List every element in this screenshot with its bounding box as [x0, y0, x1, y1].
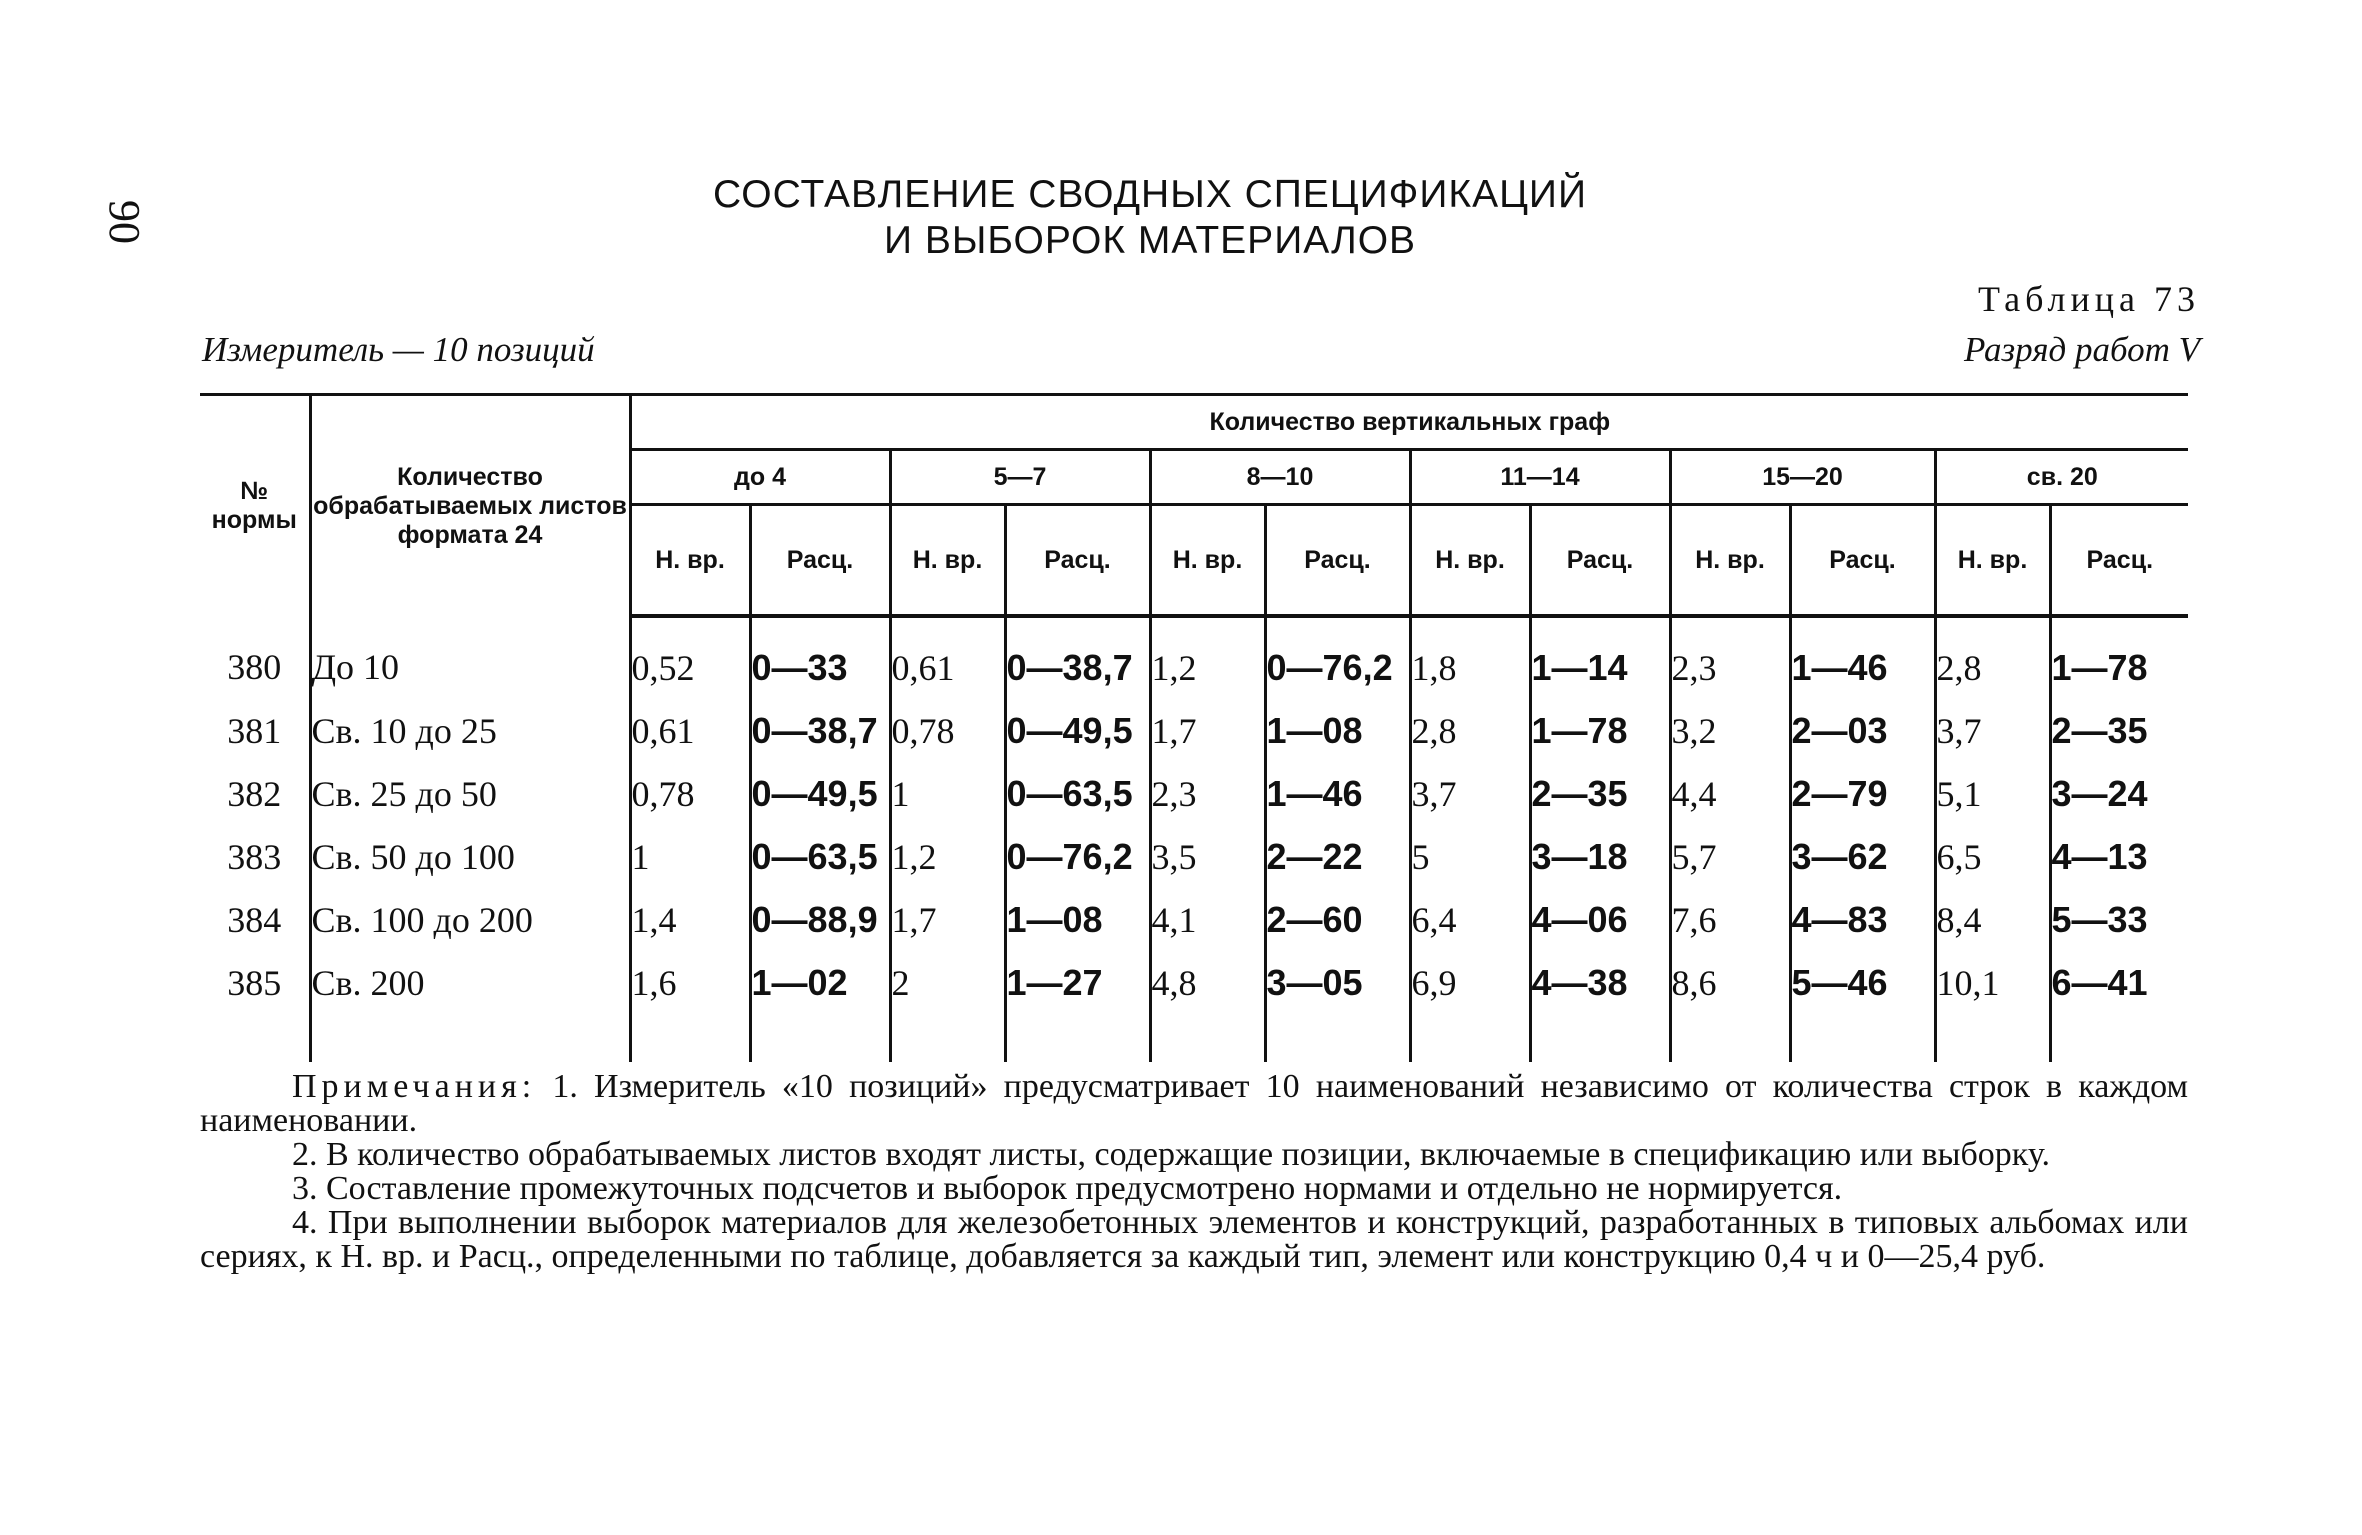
time-norm-cell: 2,8 — [1935, 616, 2050, 699]
rate-cell: 5—46 — [1790, 951, 1935, 1014]
note-4: 4. При выполнении выборок материалов для железобетонных элементов и конструкций, разработанных в типовых альбомах или сериях, к Н. вр. и Расц., определенными по таблице, добавляется за каждый тип, элемент или конструкцию 0,4 ч и 0—25,4 руб. — [200, 1204, 2188, 1275]
page-number: 90 — [100, 200, 149, 244]
note-1 — [200, 1070, 2188, 1138]
work-grade: Разряд работ V — [1963, 330, 2200, 369]
rate-cell: 3—18 — [1530, 825, 1670, 888]
time-norm-cell: 5 — [1410, 825, 1530, 888]
header-time-norm: Н. вр. — [1410, 505, 1530, 617]
time-norm-cell: 4,4 — [1670, 762, 1790, 825]
rate-cell: 1—14 — [1530, 616, 1670, 699]
norm-number-cell: 381 — [227, 710, 282, 751]
rate-cell: 1—27 — [1005, 951, 1150, 1014]
spacer-cell — [1935, 1014, 2050, 1062]
header-time-norm: Н. вр. — [890, 505, 1005, 617]
spacer-cell — [1530, 1014, 1670, 1062]
time-norm-cell: 1,7 — [890, 888, 1005, 951]
table-spacer-row — [200, 1014, 2188, 1062]
note-1-text: 1. Измеритель «10 позиций» предусматривает 10 наименований независимо от количества строк в каждом наименовании. — [200, 1068, 2188, 1139]
rate-cell: 0—76,2 — [1005, 825, 1150, 888]
header-range: 8—10 — [1150, 450, 1410, 505]
rate-cell: 0—38,7 — [750, 699, 890, 762]
header-rate: Расц. — [1790, 505, 1935, 617]
notes — [200, 1070, 2188, 1274]
rate-cell: 0—63,5 — [1005, 762, 1150, 825]
time-norm-cell: 0,52 — [630, 616, 750, 699]
measure-unit: Измеритель — 10 позиций — [202, 330, 595, 369]
norm-number-cell: 384 — [227, 899, 282, 940]
time-norm-cell: 8,4 — [1935, 888, 2050, 951]
rate-cell: 0—33 — [750, 616, 890, 699]
time-norm-cell: 4,1 — [1150, 888, 1265, 951]
rate-cell: 2—03 — [1790, 699, 1935, 762]
rate-cell: 2—60 — [1265, 888, 1410, 951]
time-norm-cell: 5,1 — [1935, 762, 2050, 825]
rate-cell: 1—08 — [1265, 699, 1410, 762]
time-norm-cell: 6,5 — [1935, 825, 2050, 888]
spacer-cell — [2050, 1014, 2188, 1062]
time-norm-cell: 5,7 — [1670, 825, 1790, 888]
spacer-cell — [630, 1014, 750, 1062]
time-norm-cell: 1,7 — [1150, 699, 1265, 762]
header-range: св. 20 — [1935, 450, 2188, 505]
header-rate: Расц. — [2050, 505, 2188, 617]
norm-number-cell: 382 — [227, 773, 282, 814]
table-row — [200, 762, 2188, 825]
time-norm-cell: 1 — [630, 825, 750, 888]
rate-cell: 4—06 — [1530, 888, 1670, 951]
spacer-cell — [890, 1014, 1005, 1062]
rate-cell: 0—49,5 — [750, 762, 890, 825]
time-norm-cell: 3,2 — [1670, 699, 1790, 762]
rate-cell: 1—08 — [1005, 888, 1150, 951]
rate-cell: 1—02 — [750, 951, 890, 1014]
time-norm-cell: 3,7 — [1410, 762, 1530, 825]
notes-label: Примечания: — [292, 1068, 537, 1105]
time-norm-cell: 0,61 — [890, 616, 1005, 699]
rate-cell: 1—46 — [1265, 762, 1410, 825]
time-norm-cell: 4,8 — [1150, 951, 1265, 1014]
table-row — [200, 951, 2188, 1014]
header-range: 15—20 — [1670, 450, 1935, 505]
rate-cell: 1—46 — [1790, 616, 1935, 699]
header-time-norm: Н. вр. — [630, 505, 750, 617]
time-norm-cell: 2 — [890, 951, 1005, 1014]
table-row — [200, 825, 2188, 888]
spacer-cell — [1150, 1014, 1265, 1062]
title-line-1: СОСТАВЛЕНИЕ СВОДНЫХ СПЕЦИФИКАЦИЙ — [712, 173, 1587, 216]
spacer-cell — [1790, 1014, 1935, 1062]
sheet-count-cell: Св. 200 — [310, 951, 630, 1014]
norm-number-cell: 380 — [227, 646, 282, 687]
header-norm-number: № нормы — [200, 395, 310, 617]
rate-cell: 0—63,5 — [750, 825, 890, 888]
rate-cell: 0—49,5 — [1005, 699, 1150, 762]
table-row — [200, 888, 2188, 951]
table-row — [200, 699, 2188, 762]
time-norm-cell: 1,4 — [630, 888, 750, 951]
sheet-count-cell: Св. 50 до 100 — [310, 825, 630, 888]
page-title — [500, 172, 1800, 264]
rate-cell: 4—13 — [2050, 825, 2188, 888]
rate-cell: 1—78 — [1530, 699, 1670, 762]
norm-number-cell: 385 — [227, 962, 282, 1003]
header-rate: Расц. — [750, 505, 890, 617]
spacer-cell — [1410, 1014, 1530, 1062]
time-norm-cell: 8,6 — [1670, 951, 1790, 1014]
time-norm-cell: 6,4 — [1410, 888, 1530, 951]
sheet-count-cell: До 10 — [310, 616, 630, 699]
norms-table — [200, 393, 2188, 1062]
header-range: до 4 — [630, 450, 890, 505]
time-norm-cell: 3,7 — [1935, 699, 2050, 762]
sheet-count-cell: Св. 10 до 25 — [310, 699, 630, 762]
rate-cell: 4—83 — [1790, 888, 1935, 951]
time-norm-cell: 2,3 — [1670, 616, 1790, 699]
header-sheet-count: Количество обрабатываемых листов формата 24 — [310, 395, 630, 617]
spacer-cell — [1670, 1014, 1790, 1062]
time-norm-cell: 2,8 — [1410, 699, 1530, 762]
rate-cell: 3—62 — [1790, 825, 1935, 888]
rate-cell: 0—88,9 — [750, 888, 890, 951]
rate-cell: 0—76,2 — [1265, 616, 1410, 699]
time-norm-cell: 1 — [890, 762, 1005, 825]
spacer-cell — [1005, 1014, 1150, 1062]
header-time-norm: Н. вр. — [1150, 505, 1265, 617]
header-time-norm: Н. вр. — [1935, 505, 2050, 617]
header-rate: Расц. — [1530, 505, 1670, 617]
note-3: 3. Составление промежуточных подсчетов и выборок предусмотрено нормами и отдельно не нормируется. — [292, 1170, 1843, 1207]
rate-cell: 5—33 — [2050, 888, 2188, 951]
norm-number-cell: 383 — [227, 836, 282, 877]
header-time-norm: Н. вр. — [1670, 505, 1790, 617]
table-number: Таблица 73 — [1978, 279, 2200, 319]
rate-cell: 2—35 — [2050, 699, 2188, 762]
time-norm-cell: 1,2 — [1150, 616, 1265, 699]
header-range: 11—14 — [1410, 450, 1670, 505]
rate-cell: 0—38,7 — [1005, 616, 1150, 699]
time-norm-cell: 1,6 — [630, 951, 750, 1014]
time-norm-cell: 0,78 — [630, 762, 750, 825]
rate-cell: 4—38 — [1530, 951, 1670, 1014]
time-norm-cell: 0,61 — [630, 699, 750, 762]
time-norm-cell: 6,9 — [1410, 951, 1530, 1014]
time-norm-cell: 0,78 — [890, 699, 1005, 762]
time-norm-cell: 2,3 — [1150, 762, 1265, 825]
rate-cell: 3—24 — [2050, 762, 2188, 825]
title-line-2: И ВЫБОРОК МАТЕРИАЛОВ — [883, 219, 1417, 262]
header-column-count: Количество вертикальных граф — [630, 395, 2188, 450]
rate-cell: 1—78 — [2050, 616, 2188, 699]
sheet-count-cell: Св. 100 до 200 — [310, 888, 630, 951]
time-norm-cell: 1,2 — [890, 825, 1005, 888]
note-2: 2. В количество обрабатываемых листов входят листы, содержащие позиции, включаемые в спецификацию или выборку. — [292, 1136, 2050, 1173]
spacer-cell — [310, 1014, 630, 1062]
header-rate: Расц. — [1005, 505, 1150, 617]
rate-cell: 2—22 — [1265, 825, 1410, 888]
table-row — [200, 616, 2188, 699]
time-norm-cell: 3,5 — [1150, 825, 1265, 888]
header-rate: Расц. — [1265, 505, 1410, 617]
rate-cell: 2—79 — [1790, 762, 1935, 825]
sheet-count-cell: Св. 25 до 50 — [310, 762, 630, 825]
time-norm-cell: 7,6 — [1670, 888, 1790, 951]
rate-cell: 6—41 — [2050, 951, 2188, 1014]
spacer-cell — [750, 1014, 890, 1062]
time-norm-cell: 1,8 — [1410, 616, 1530, 699]
rate-cell: 3—05 — [1265, 951, 1410, 1014]
spacer-cell — [200, 1014, 310, 1062]
time-norm-cell: 10,1 — [1935, 951, 2050, 1014]
spacer-cell — [1265, 1014, 1410, 1062]
header-range: 5—7 — [890, 450, 1150, 505]
rate-cell: 2—35 — [1530, 762, 1670, 825]
